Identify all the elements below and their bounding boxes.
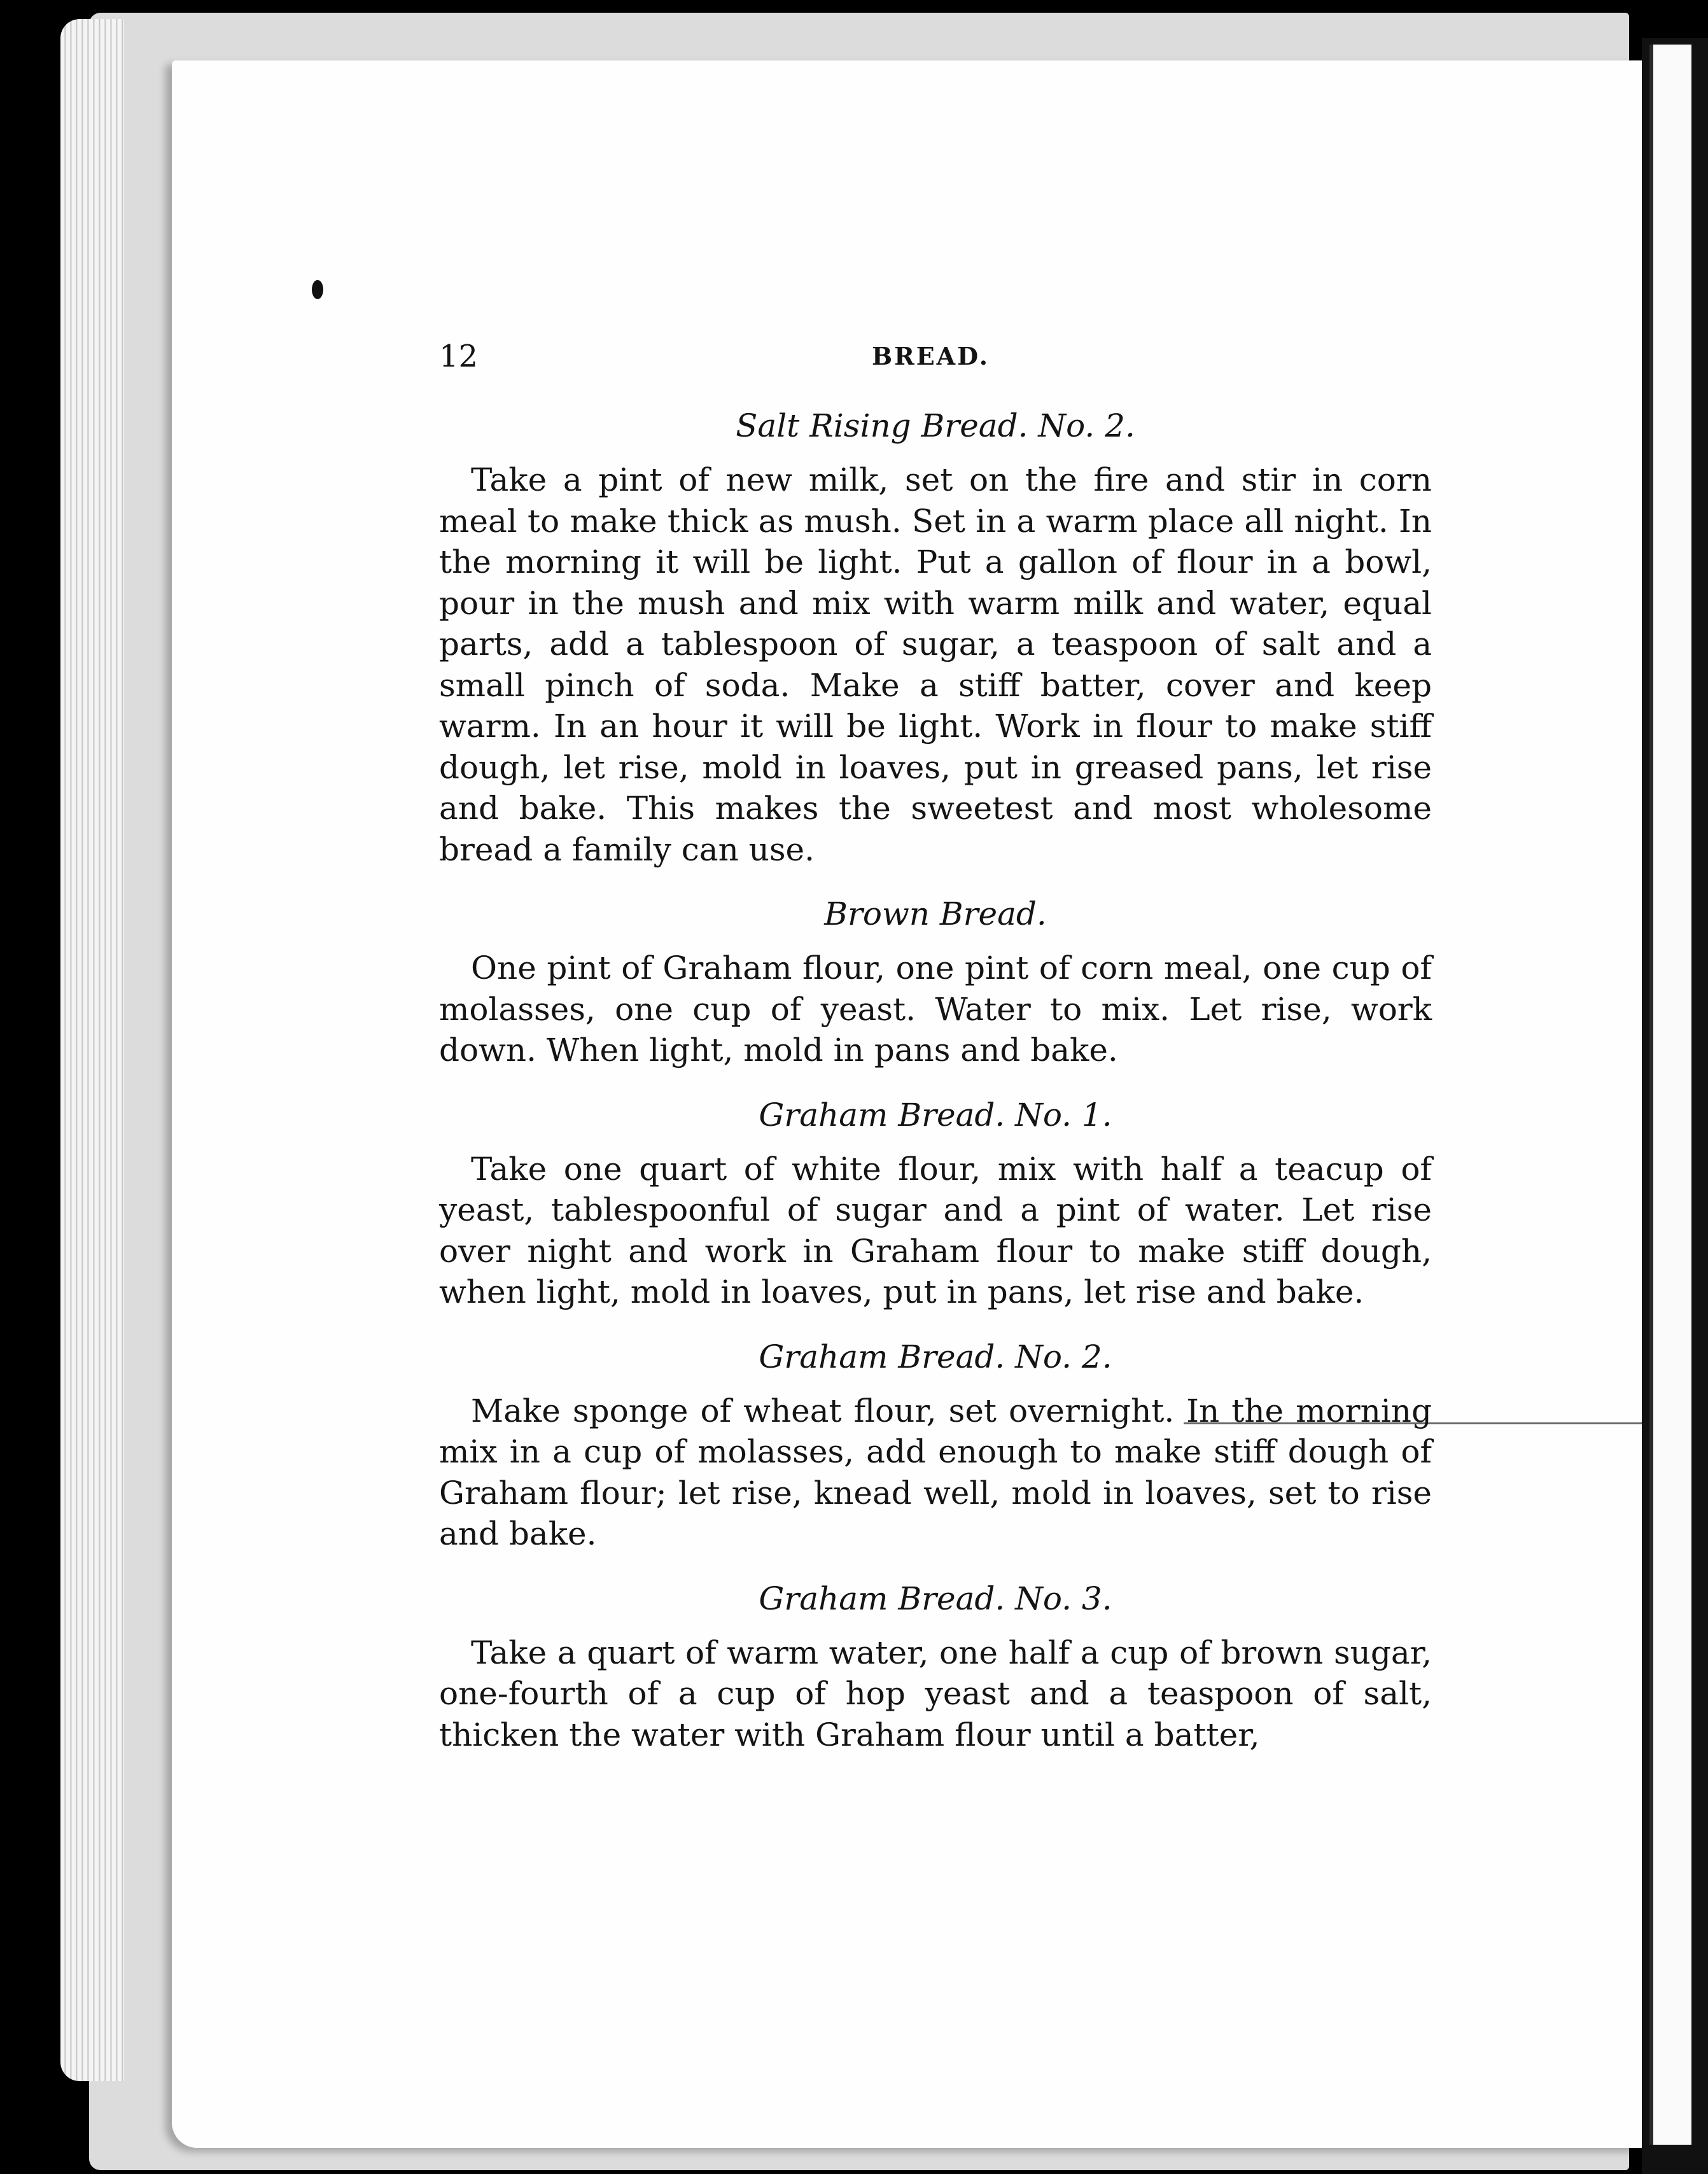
recipe-graham-bread-no-1 xyxy=(439,1093,1432,1313)
recipe-brown-bread xyxy=(439,892,1432,1071)
next-page-edge xyxy=(1649,45,1691,2145)
running-head xyxy=(439,331,1432,382)
recipe-title: Graham Bread. No. 1. xyxy=(759,1096,1112,1133)
recipe-text: Make sponge of wheat flour, set overnight. In the morning mix in a cup of molasses, add enough to make stiff dough of Graham flour; let rise, knead well, mold in loaves, set to rise and bake. xyxy=(439,1392,1432,1552)
recipe-title: Graham Bread. No. 3. xyxy=(759,1580,1112,1617)
recipe-text: One pint of Graham flour, one pint of corn meal, one cup of molasses, one cup of yeast. Water to mix. Let rise, work down. When light, mold in pans and bake. xyxy=(439,950,1432,1069)
page-content xyxy=(439,331,1432,1755)
recipe-graham-bread-no-2 xyxy=(439,1335,1432,1555)
recipe-title: Graham Bread. No. 2. xyxy=(759,1338,1112,1375)
recipe-text: Take one quart of white flour, mix with half a teacup of yeast, tablespoonful of sugar and a pint of water. Let rise over night and work in Graham flour to make stiff dough, when light, mold in loaves, put in pans, let rise and bake. xyxy=(439,1150,1432,1310)
recipe-salt-rising-bread-no-2 xyxy=(439,403,1432,870)
ink-blot xyxy=(312,280,323,299)
running-title: BREAD. xyxy=(872,342,990,370)
recipe-text: Take a pint of new milk, set on the fire and stir in corn meal to make thick as mush. Set in a warm place all night. In the morning it will be light. Put a gallon of flour in a bowl, pour in the mush and mix with warm milk and water, equal parts, add a tablespoon of sugar, a teaspoon of salt and a small pinch of soda. Make a stiff batter, cover and keep warm. In an hour it will be light. Work in flour to make stiff dough, let rise, mold in loaves, put in greased pans, let rise and bake. This makes the sweetest and most wholesome bread a family can use. xyxy=(439,461,1432,868)
recipe-title: Salt Rising Bread. No. 2. xyxy=(736,407,1135,444)
recipe-graham-bread-no-3 xyxy=(439,1576,1432,1756)
recipe-title: Brown Bread. xyxy=(824,895,1047,932)
page-number: 12 xyxy=(439,339,479,374)
recipe-text: Take a quart of warm water, one half a cup of brown sugar, one-fourth of a cup of hop yeast and a teaspoon of salt, thicken the water with Graham flour until a batter, xyxy=(439,1634,1432,1753)
page-stack-edge xyxy=(60,19,124,2081)
